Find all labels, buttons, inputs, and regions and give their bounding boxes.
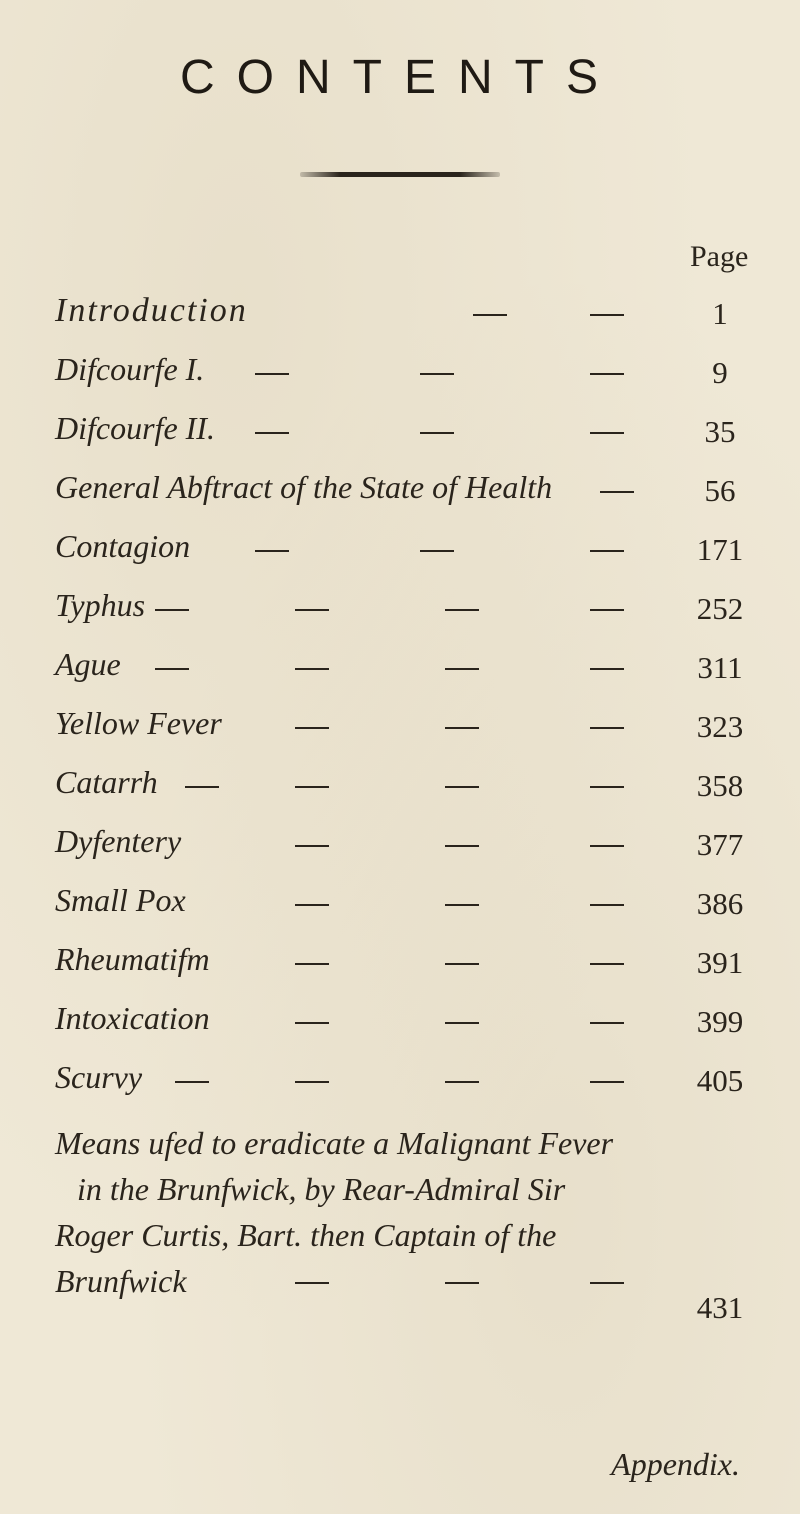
leader-dash [295,668,329,670]
page-column-label: Page [690,240,749,273]
leader-dash [175,1081,209,1083]
entry-page: 9 [712,355,728,390]
entry-title-line: Brunfwick [55,1263,187,1299]
leader-dash [295,963,329,965]
leader-dash [255,550,289,552]
contents-entry [55,705,755,753]
leader-dash [590,609,624,611]
contents-entry [55,1000,755,1048]
entry-title: Scurvy [55,1059,143,1095]
contents-entry [55,941,755,989]
contents-entry [55,823,755,871]
leader-dash [445,786,479,788]
leader-dash [445,1282,479,1284]
entry-title: Intoxication [55,1000,210,1036]
leader-dash [420,432,454,434]
entry-title-line: Means ufed to eradicate a Malignant Fever [55,1125,614,1161]
leader-dash [295,1081,329,1083]
leader-dash [590,727,624,729]
leader-dash [295,727,329,729]
leader-dash [473,314,507,316]
entry-title-line: Roger Curtis, Bart. then Captain of the [55,1217,557,1253]
title-rule [300,172,500,177]
entry-title: Rheumatifm [55,941,210,977]
leader-dash [255,432,289,434]
entry-page: 399 [696,1004,744,1039]
page-title: CONTENTS [180,51,620,104]
leader-dash [590,373,624,375]
entry-title: General Abftract of the State of Health [55,469,553,505]
entry-page: 1 [712,296,728,331]
leader-dash [590,1081,624,1083]
leader-dash [590,432,624,434]
leader-dash [445,904,479,906]
leader-dash [295,845,329,847]
contents-entry [55,351,755,399]
contents-entry [55,1059,755,1107]
contents-entry [55,646,755,694]
entry-page: 377 [696,827,744,862]
leader-dash [445,668,479,670]
entry-page: 391 [696,945,744,980]
entry-title: Small Pox [55,882,186,918]
entry-page: 405 [696,1063,744,1098]
contents-entry [55,587,755,635]
leader-dash [590,550,624,552]
leader-dash [420,373,454,375]
entry-page: 323 [696,709,744,744]
entry-page: 252 [696,591,744,626]
leader-dash [255,373,289,375]
leader-dash [295,904,329,906]
contents-entry-multiline [55,1120,755,1325]
leader-dash [590,963,624,965]
contents-entry [55,410,755,458]
leader-dash [185,786,219,788]
contents-entry [55,528,755,576]
leader-dash [445,845,479,847]
leader-dash [590,314,624,316]
entry-title: Yellow Fever [55,705,222,741]
leader-dash [590,668,624,670]
entry-title: Typhus [55,587,146,623]
leader-dash [295,786,329,788]
leader-dash [445,1081,479,1083]
leader-dash [155,609,189,611]
leader-dash [445,609,479,611]
entry-title: Catarrh [55,764,158,800]
leader-dash [420,550,454,552]
leader-dash [295,609,329,611]
entry-title: Introduction [55,292,248,329]
leader-dash [600,491,634,493]
entry-page: 386 [696,886,744,921]
leader-dash [295,1282,329,1284]
leader-dash [590,1282,624,1284]
contents-entry [55,292,755,340]
leader-dash [590,786,624,788]
contents-entry [55,882,755,930]
leader-dash [590,1022,624,1024]
entry-title: Dyfentery [55,823,182,859]
entry-title: Contagion [55,528,191,564]
leader-dash [445,1022,479,1024]
leader-dash [590,845,624,847]
leader-dash [295,1022,329,1024]
entry-title: Difcourfe I. [55,351,205,387]
entry-title-line: in the Brunfwick, by Rear-Admiral Sir [77,1171,566,1207]
entry-title: Ague [55,646,121,682]
leader-dash [590,904,624,906]
leader-dash [445,727,479,729]
entry-title: Difcourfe II. [55,410,215,446]
catchword: Appendix. [611,1446,740,1482]
entry-page: 35 [704,414,736,449]
entry-page: 311 [697,650,743,685]
entry-page: 56 [704,473,736,508]
entry-page: 358 [696,768,744,803]
entry-page: 431 [696,1290,744,1325]
leader-dash [155,668,189,670]
contents-entry [55,764,755,812]
contents-entry [55,469,755,517]
leader-dash [445,963,479,965]
entry-page: 171 [696,532,744,567]
